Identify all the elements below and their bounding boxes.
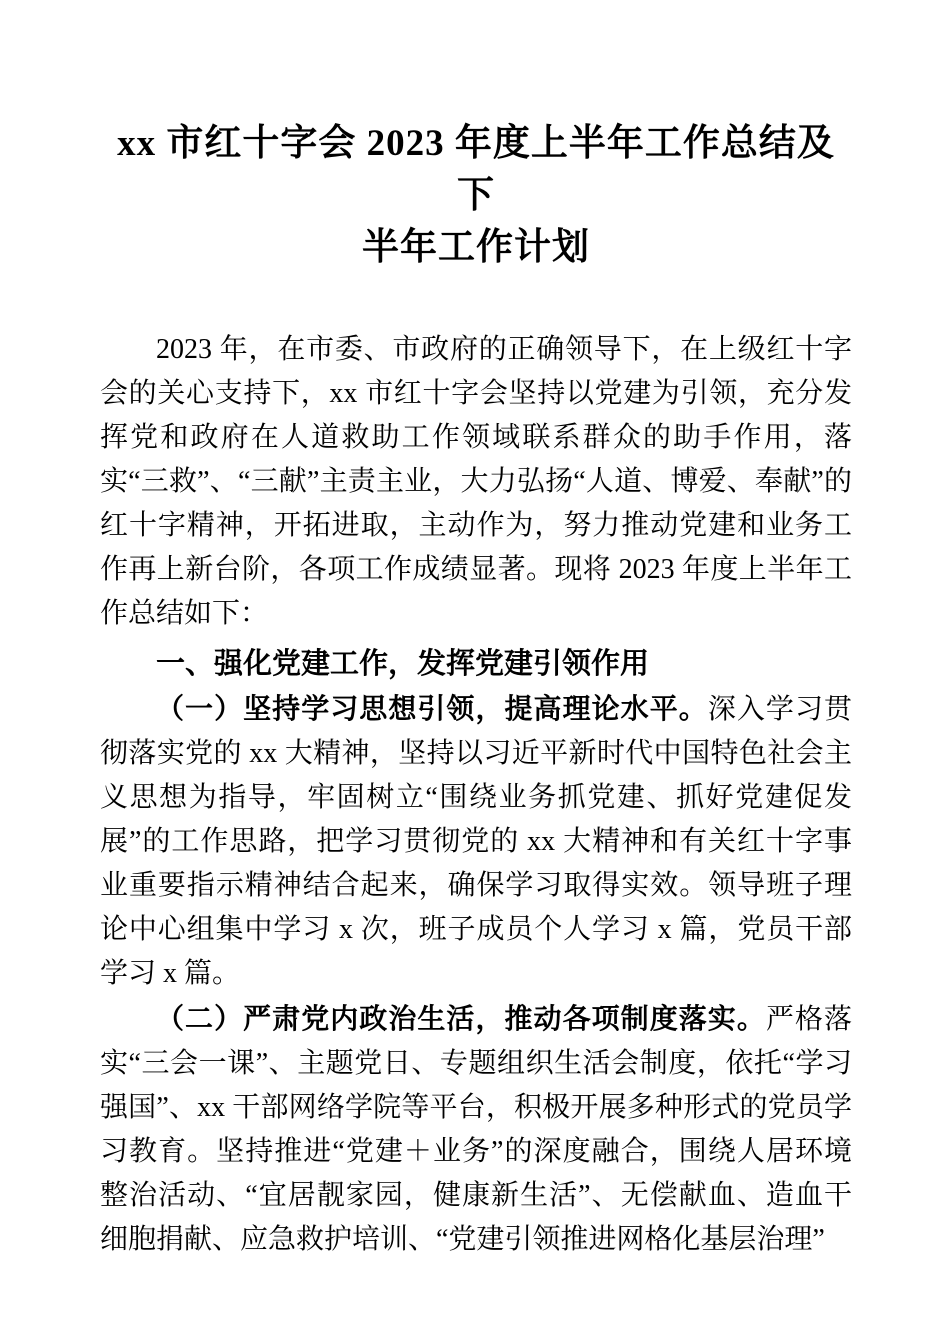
document-title [100, 118, 852, 274]
subsection-1-text: 深入学习贯彻落实党的 xx 大精神，坚持以习近平新时代中国特色社会主义思想为指导，牢固树立“围绕业务抓党建、抓好党建促发展”的工作思路，把学习贯彻党的 xx 大精神和有关红十字事业重要指示精神结合起来，确保学习取得实效。领导班子理论中心组集中学习 x 次，班子成员个人学习 x 篇，党员干部学习 x 篇。 [100, 694, 852, 989]
subsection-2-paragraph [100, 998, 852, 1262]
intro-paragraph: 2023 年，在市委、市政府的正确领导下，在上级红十字会的关心支持下，xx 市红十字会坚持以党建为引领，充分发挥党和政府在人道救助工作领域联系群众的助手作用，落实“三救”、“三献”主责主业，大力弘扬“人道、博爱、奉献”的红十字精神，开拓进取，主动作为，努力推动党建和业务工作再上新台阶，各项工作成绩显著。现将 2023 年度上半年工作总结如下： [100, 334, 852, 629]
subsection-2-lead: （二）严肃党内政治生活，推动各项制度落实。 [156, 1004, 766, 1035]
subsection-1-paragraph [100, 688, 852, 996]
subsection-2-text: 严格落实“三会一课”、主题党日、专题组织生活会制度，依托“学习强国”、xx 干部网络学院等平台，积极开展多种形式的党员学习教育。坚持推进“党建＋业务”的深度融合，围绕人居环境整治活动、“宜居靓家园，健康新生活”、无偿献血、造血干细胞捐献、应急救护培训、“党建引领推进网格化基层治理” [100, 1004, 852, 1255]
section-1-heading: 一、强化党建工作，发挥党建引领作用 [156, 648, 650, 680]
document-title-line1: xx 市红十字会 2023 年度上半年工作总结及下 [117, 123, 835, 216]
subsection-1-lead: （一）坚持学习思想引领，提高理论水平。 [156, 694, 708, 725]
document-title-line2: 半年工作计划 [362, 227, 590, 268]
